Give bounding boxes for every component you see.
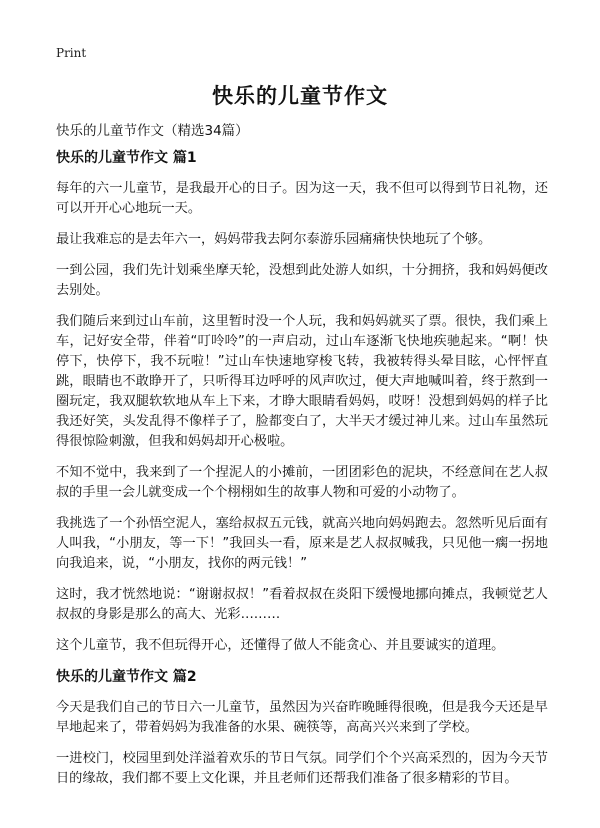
print-label: Print bbox=[56, 46, 87, 60]
paragraph: 这时，我才恍然地说：“谢谢叔叔！”看着叔叔在炎阳下缓慢地挪向摊点，我顿觉艺人叔叔的身影是那么的高大、光彩……… bbox=[56, 587, 548, 622]
page-title: 快乐的儿童节作文 bbox=[212, 84, 388, 108]
article-body bbox=[56, 148, 548, 800]
paragraph: 我们随后来到过山车前，这里暂时没一个人玩，我和妈妈就买了票。很快，我们乘上车，记好安全带，伴着“叮呤呤”的一声启动，过山车逐渐飞快地疾驰起来。“啊！快停下，快停下，我不玩啦！”过山车快速地穿梭飞转，我被转得头晕目眩，心怦怦直跳，眼睛也不敢睁开了，只听得耳边呼呼的风声吹过，便大声地喊叫着，终于熬到一圈玩定，我双腿软软地从车上下来，才睁大眼睛看妈妈，哎呀！没想到妈妈的样子比我还好笑，头发乱得不像样子了，脸都变白了，大半天才缓过神儿来。过山车虽然玩得很惊险刺激，但我和妈妈却开心极啦。 bbox=[56, 314, 548, 449]
section-heading: 快乐的儿童节作文 篇2 bbox=[56, 669, 197, 685]
paragraph: 我挑选了一个孙悟空泥人，塞给叔叔五元钱，就高兴地向妈妈跑去。忽然听见后面有人叫我，“小朋友，等一下！”我回头一看，原来是艺人叔叔喊我，只见他一瘸一拐地向我追来，说，“小朋友，找你的两元钱！” bbox=[56, 516, 548, 571]
paragraph: 这个儿童节，我不但玩得开心，还懂得了做人不能贪心、并且要诚实的道理。 bbox=[56, 638, 505, 653]
section-heading: 快乐的儿童节作文 篇1 bbox=[56, 150, 197, 166]
document-subtitle: 快乐的儿童节作文（精选34篇） bbox=[56, 123, 249, 139]
paragraph: 今天是我们自己的节日六一儿童节，虽然因为兴奋昨晚睡得很晚，但是我今天还是早早地起来了，带着妈妈为我准备的水果、碗筷等，高高兴兴来到了学校。 bbox=[56, 700, 548, 735]
paragraph: 每年的六一儿童节，是我最开心的日子。因为这一天，我不但可以得到节日礼物，还可以开开心心地玩一天。 bbox=[56, 181, 548, 216]
paragraph: 一进校门，校园里到处洋溢着欢乐的节日气氛。同学们个个兴高采烈的，因为今天节日的缘故，我们都不要上文化课，并且老师们还帮我们准备了很多精彩的节目。 bbox=[56, 751, 548, 786]
paragraph: 不知不觉中，我来到了一个捏泥人的小摊前，一团团彩色的泥块，不经意间在艺人叔叔的手里一会儿就变成一个个栩栩如生的故事人物和可爱的小动物了。 bbox=[56, 465, 548, 500]
paragraph: 一到公园，我们先计划乘坐摩天轮，没想到此处游人如织，十分拥挤，我和妈妈便改去别处。 bbox=[56, 263, 548, 298]
paragraph: 最让我难忘的是去年六一，妈妈带我去阿尔泰游乐园痛痛快快地玩了个够。 bbox=[56, 232, 492, 247]
